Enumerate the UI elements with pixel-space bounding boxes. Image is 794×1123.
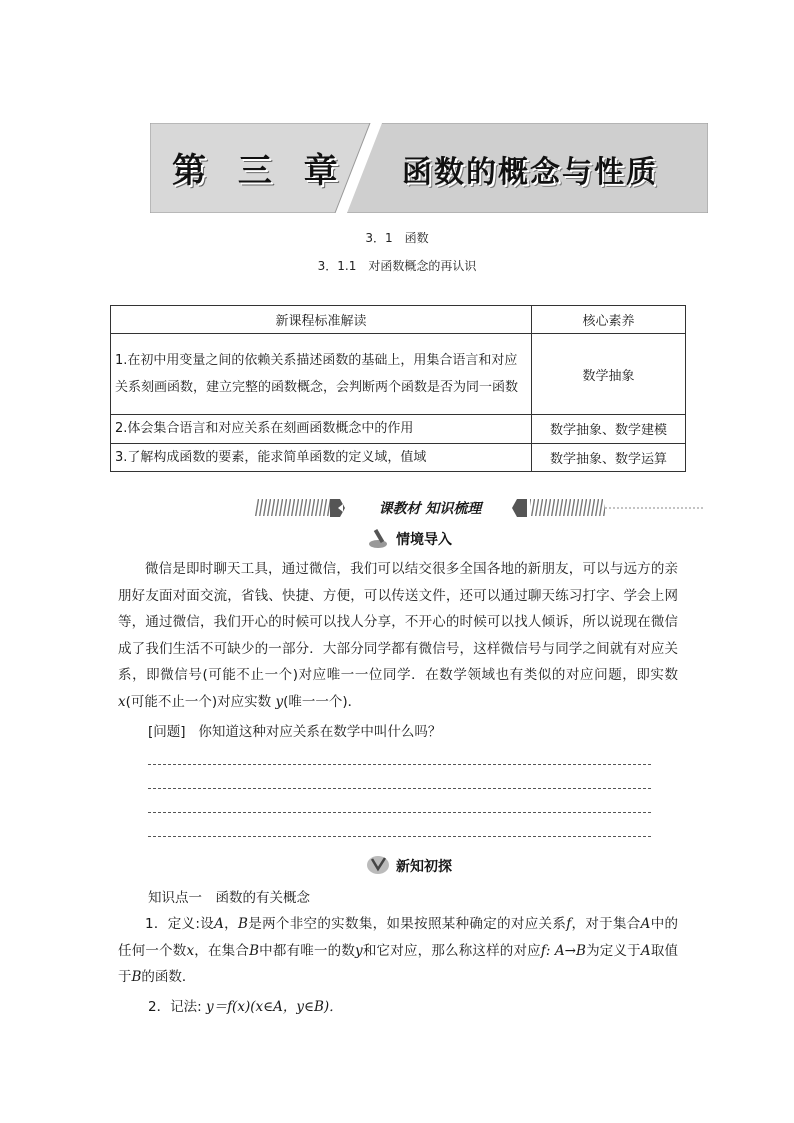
table-header-row <box>111 306 686 334</box>
notation-label: 2．记法: <box>148 999 202 1015</box>
chapter-number: 第 三 章 <box>172 151 348 191</box>
def-text: 的函数． <box>141 969 196 986</box>
def-text: 中都有唯一的数 <box>258 942 356 959</box>
def-var-b: B <box>131 969 142 986</box>
intro-end-text: (唯一一个)． <box>283 693 362 710</box>
question-label: [问题] <box>148 724 186 740</box>
table-row <box>111 443 686 472</box>
table-cell-literacy: 数学抽象、数学运算 <box>532 443 686 472</box>
intro-mid-text: (可能不止一个)对应实数 <box>125 693 272 710</box>
notation-formula: y＝f(x)(x∈A，y∈B)． <box>205 999 343 1015</box>
definition-paragraph <box>118 911 678 991</box>
book-icon <box>366 853 392 875</box>
def-text: 设 <box>199 916 215 932</box>
knowledge-title: 知识点一 函数的有关概念 <box>148 890 310 906</box>
def-text: ， <box>223 916 238 932</box>
question-text: 你知道这种对应关系在数学中叫什么吗？ <box>198 724 442 740</box>
answer-line <box>148 812 651 813</box>
chapter-banner <box>150 123 708 213</box>
table-cell-literacy: 数学抽象 <box>532 334 686 415</box>
def-map: f: A→B <box>540 942 586 959</box>
answer-line <box>148 788 651 789</box>
table-header-standard: 新课程标准解读 <box>111 306 532 334</box>
def-var-y: y <box>355 942 363 959</box>
table-cell-literacy: 数学抽象、数学建模 <box>532 415 686 444</box>
def-var-a: A <box>640 942 651 959</box>
table-cell-standard: 3.了解构成函数的要素，能求简单函数的定义域，值域 <box>111 443 532 472</box>
section-bar-label: 课教材 知识梳理 <box>378 501 482 517</box>
def-text: 中的任何一个数 <box>118 916 679 959</box>
def-text: 是两个非空的实数集，如果按照某种确定的对应关系 <box>247 916 567 932</box>
subsection-title: 3．1.1 对函数概念的再认识 <box>317 259 477 273</box>
question-line <box>148 719 441 746</box>
intro-var-x: x <box>118 693 126 710</box>
intro-heading: 情境导入 <box>396 532 452 548</box>
def-text: 和它对应，那么称这样的对应 <box>362 942 541 959</box>
def-var-f: f <box>566 916 572 932</box>
def-text: ，对于集合 <box>571 916 641 932</box>
table-header-literacy: 核心素养 <box>532 306 686 334</box>
def-var-x: x <box>186 942 195 959</box>
section-title: 3．1 函数 <box>365 231 429 245</box>
def-var-b: B <box>238 916 248 932</box>
answer-line <box>148 764 651 765</box>
answer-line <box>148 836 651 837</box>
table-cell-standard: 1.在初中用变量之间的依赖关系描述函数的基础上，用集合语言和对应关系刻画函数，建立完整的函数概念，会判断两个函数是否为同一函数 <box>111 334 532 415</box>
table-row <box>111 334 686 415</box>
intro-paragraph <box>118 556 678 716</box>
def-text: ，在集合 <box>194 942 250 959</box>
def-var-a: A <box>640 916 651 932</box>
pen-icon <box>368 527 390 549</box>
intro-text: 微信是即时聊天工具，通过微信，我们可以结交很多全国各地的新朋友，可以与远方的亲朋好友面对面交流，省钱、快捷、方便，可以传送文件，还可以通过聊天练习打字、学会上网等，通过微信，我们开心的时候可以找人分享，不开心的时候可以找人倾诉，所以说现在微信成了我们生活不可缺少的一部分．大部分同学都有微信号，这样微信号与同学之间就有对应关系，即微信号(可能不止一个)对应唯一一位同学．在数学领域也有类似的对应问题，即实数 <box>118 561 678 684</box>
chapter-title: 函数的概念与性质 <box>402 155 658 190</box>
intro-var-y: y <box>275 693 284 710</box>
def-label: 1．定义: <box>145 916 200 932</box>
standards-table <box>110 305 686 472</box>
new-heading: 新知初探 <box>396 859 452 875</box>
def-var-b: B <box>249 942 259 959</box>
def-text: 为定义于 <box>585 942 641 959</box>
section-bar <box>255 496 705 520</box>
table-cell-standard: 2.体会集合语言和对应关系在刻画函数概念中的作用 <box>111 415 532 444</box>
def-var-a: A <box>214 916 224 932</box>
def-text: 取值于 <box>118 942 679 986</box>
notation-line <box>148 994 343 1021</box>
table-row <box>111 415 686 444</box>
